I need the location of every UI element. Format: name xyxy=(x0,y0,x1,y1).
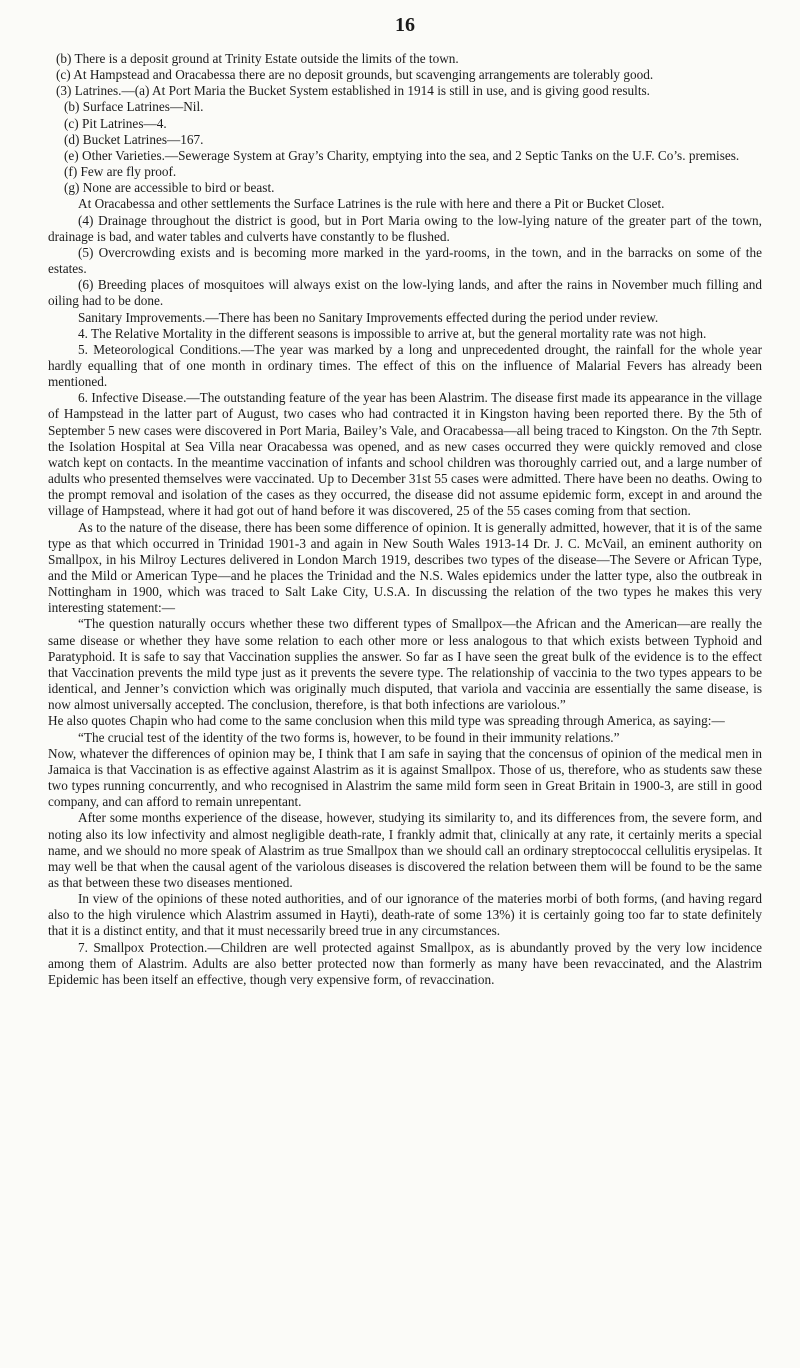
paragraph: (6) Breeding places of mosquitoes will always exist on the low-lying lands, and after the rains in November much filling and oiling had to be done. xyxy=(48,277,762,309)
paragraph: (d) Bucket Latrines—167. xyxy=(64,131,204,147)
paragraph: 6. Infective Disease.—The outstanding feature of the year has been Alastrim. The disease first made its appearance in the village of Hampstead in the latter part of August, two cases who had contracted it in Kingston having been reported there. By the 5th of September 5 new cases were discovered in Port Maria, Bailey’s Vale, and Oracabessa—all being traced to Kingston. On the 7th Septr. the Isolation Hospital at Sea Villa near Oracabessa was opened, and as new cases occurred they were quickly removed and close watch kept on contacts. In the meantime vaccination of infants and school children was thoroughly carried out, and a large number of adults who presented themselves were vaccinated. Up to December 31st 55 cases were admitted. There have been no deaths. Owing to the prompt removal and isolation of the cases as they occurred, the disease did not assume epidemic form, except in and around the village of Hampstead, where it had got out of hand before it was discovered, 25 of the 55 cases coming from that section. xyxy=(48,390,762,519)
paragraph: (f) Few are fly proof. xyxy=(64,164,177,180)
paragraph: “The crucial test of the identity of the two forms is, however, to be found in their immunity relations.” xyxy=(78,729,620,745)
body-text xyxy=(48,51,762,988)
paragraph: “The question naturally occurs whether these two different types of Smallpox—the African and the American—are really the same disease or whether they have some relation to each other more or less analogous to that which exists between Typhoid and Paratyphoid. It is safe to say that Vaccination supplies the answer. So far as I have seen the great bulk of the evidence is to the effect that Vaccination prevents the mild type just as it prevents the severe type. The relationship of vaccinia to the two types appears to be identical, and Jenner’s conviction which was originally much disputed, that variola and vaccinia are essentially the same disease, is now almost universally accepted. The conclusion, therefore, is that both infections are variolous.” xyxy=(48,616,762,713)
paragraph: In view of the opinions of these noted authorities, and of our ignorance of the materies morbi of both forms, (and having regard also to the high virulence which Alastrim assumed in Hayti), death-rate of some 13%) it is certainly going too far to state definitely that it is a distinct entity, and that it must necessarily breed true in any circumstances. xyxy=(48,891,762,939)
paragraph: (c) Pit Latrines—4. xyxy=(64,115,167,131)
paragraph: (b) Surface Latrines—Nil. xyxy=(64,99,204,115)
paragraph: As to the nature of the disease, there has been some difference of opinion. It is generally admitted, however, that it is of the same type as that which occurred in Trinidad 1901-3 and again in New South Wales 1913-14 Dr. J. C. McVail, an eminent authority on Smallpox, in his Milroy Lectures delivered in London March 1919, describes two types of the disease—The Severe or African Type, and the Mild or American Type—and he places the Trinidad and the N.S. Wales epidemics under the latter type, also the outbreak in Nottingham in 1900, which was traced to Salt Lake City, U.S.A. In discussing the relation of the two types he makes this very interesting statement:— xyxy=(48,519,762,616)
paragraph: (c) At Hampstead and Oracabessa there are no deposit grounds, but scavenging arrangements are tolerably good. xyxy=(56,67,654,83)
paragraph: 4. The Relative Mortality in the different seasons is impossible to arrive at, but the general mortality rate was not high. xyxy=(78,325,707,341)
paragraph: Sanitary Improvements.—There has been no Sanitary Improvements effected during the period under review. xyxy=(78,309,659,325)
paragraph: (5) Overcrowding exists and is becoming more marked in the yard-rooms, in the town, and in the barracks on some of the estates. xyxy=(48,244,762,277)
paragraph: (4) Drainage throughout the district is good, but in Port Maria owing to the low-lying nature of the greater part of the town, drainage is bad, and water tables and culverts have constantly to be flushed. xyxy=(48,212,762,244)
paragraph: (g) None are accessible to bird or beast. xyxy=(64,180,275,196)
paragraph: (3) Latrines.—(a) At Port Maria the Bucket System established in 1914 is still in use, and is giving good results. xyxy=(56,83,650,99)
paragraph: 5. Meteorological Conditions.—The year was marked by a long and unprecedented drought, the rainfall for the whole year hardly equalling that of one month in ordinary times. The effect of this on the influence of Malarial Fevers has already been mentioned. xyxy=(48,341,762,390)
paragraph: At Oracabessa and other settlements the Surface Latrines is the rule with here and there a Pit or Bucket Closet. xyxy=(78,196,665,212)
paragraph: 7. Smallpox Protection.—Children are well protected against Smallpox, as is abundantly proved by the very low incidence among them of Alastrim. Adults are also better protected now than formerly as many have been revaccinated, and the Alastrim Epidemic has been itself an effective, though very expensive form, of revaccination. xyxy=(48,939,762,987)
paragraph: Now, whatever the differences of opinion may be, I think that I am safe in saying that the concensus of opinion of the medical men in Jamaica is that Vaccination is as effective against Alastrim as it is against Smallpox. Those of us, therefore, who as students saw these two types running concurrently, and who recognised in Alastrim the same mild form seen in Great Britain in 1900-3, are still in good company, and can afford to remain unrepentant. xyxy=(48,745,762,810)
paragraph: After some months experience of the disease, however, studying its similarity to, and its differences from, the severe form, and noting also its low infectivity and almost negligible death-rate, I frankly admit that, clinically at any rate, it certainly merits a special name, and we should no more speak of Alastrim as true Smallpox than we should call an ordinary streptococcal cellulitis erysipelas. It may well be that when the causal agent of the variolous diseases is discovered the relation between them will be found to be the same as that between these two diseases mentioned. xyxy=(48,810,762,890)
paragraph: He also quotes Chapin who had come to the same conclusion when this mild type was spreading through America, as saying:— xyxy=(48,713,725,729)
paragraph: (e) Other Varieties.—Sewerage System at Gray’s Charity, emptying into the sea, and 2 Septic Tanks on the U.F. Co’s. premises. xyxy=(64,147,740,163)
page-number: 16 xyxy=(395,14,415,36)
paragraph: (b) There is a deposit ground at Trinity Estate outside the limits of the town. xyxy=(56,51,459,66)
